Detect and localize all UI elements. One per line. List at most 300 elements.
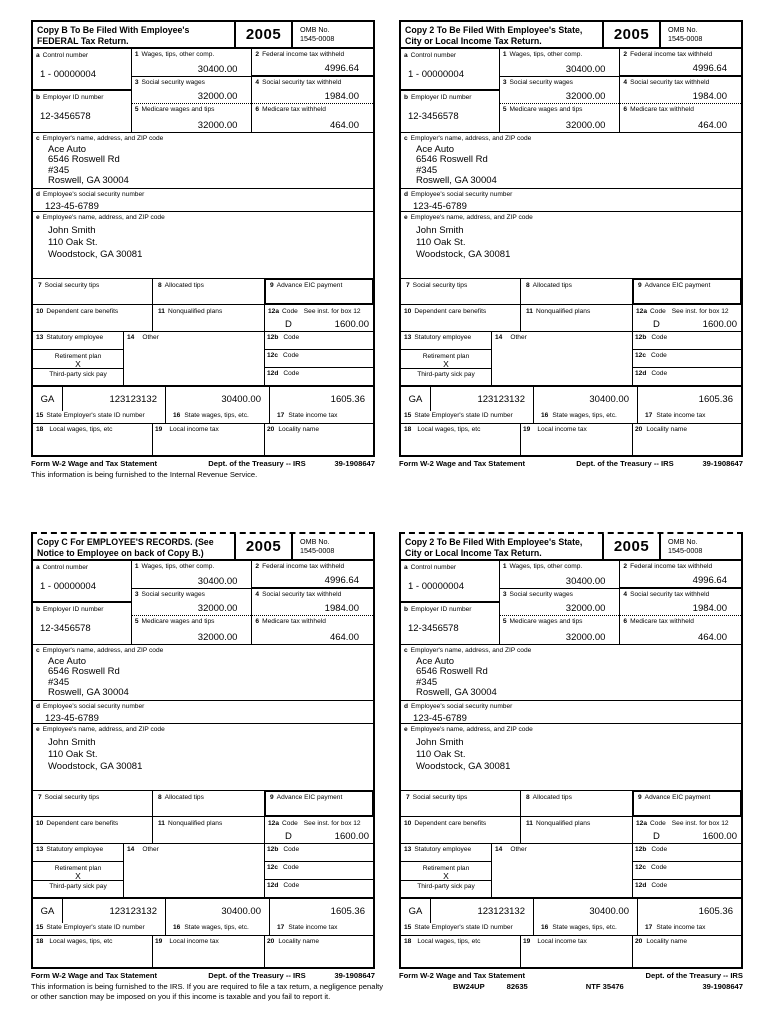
w2-form-border [399, 20, 743, 457]
copy-title-line2: FEDERAL Tax Return. [37, 35, 129, 46]
box-13-checkboxes [401, 332, 492, 385]
omb-label: OMB No. [668, 537, 698, 546]
boxes-2-4-6-column [252, 49, 373, 132]
employee-street: 110 Oak St. [48, 748, 98, 760]
state-wages-value: 30400.00 [221, 906, 261, 917]
box-8-allocated-tips: 8 Allocated tips [521, 279, 633, 304]
print-code-2: 82635 [506, 982, 528, 991]
copy-title [33, 22, 235, 47]
box-19-local-tax: 19 Local income tax [153, 424, 265, 455]
employer-id-value: 12-3456578 [40, 622, 91, 634]
box-20-locality-name: 20 Locality name [635, 426, 688, 433]
box-12b: 12b Code [265, 844, 373, 862]
boxes-7-8-9-row [33, 791, 373, 817]
box-2-value: 4996.64 [692, 574, 727, 586]
box-1-value: 30400.00 [197, 575, 238, 587]
box-16-state-wages: 30400.00 16 State wages, tips, etc. [534, 899, 638, 935]
ssn-value: 123-45-6789 [45, 200, 99, 212]
box-e-employee-address: e Employee's name, address, and ZIP code John Smith 110 Oak St. Woodstock, GA 30081 [33, 724, 373, 791]
box-15-state-id: GA 123123132 15 State Employer's state ID number [401, 387, 534, 423]
box-c-employer-address: c Employer's name, address, and ZIP code Ace Auto 6546 Roswell Rd #345 Roswell, GA 30004 [33, 133, 373, 189]
copy-2-top-slot [399, 20, 743, 468]
box-1-value: 30400.00 [565, 63, 606, 75]
box-16-state-wages: 30400.00 16 State wages, tips, etc. [166, 899, 270, 935]
print-code-1: BW24UP [453, 982, 485, 991]
retirement-plan-cell [33, 862, 123, 881]
control-employer-column [33, 561, 132, 644]
copy-title-line2: Notice to Employee on back of Copy B.) [37, 547, 204, 558]
box-2-value: 4996.64 [324, 574, 359, 586]
box-12a-code: D [653, 831, 660, 842]
form-header [401, 22, 741, 49]
w2-form-border [31, 20, 375, 457]
box-d-ssn: d Employee's social security number 123-45-6789 [401, 701, 741, 724]
omb-label: OMB No. [300, 537, 330, 546]
box-3-ss-wages: 3 Social security wages 32000.00 [132, 77, 252, 105]
box-6-medicare-tax: 6 Medicare tax withheld 464.00 [623, 618, 727, 644]
box-12c: 12c Code [265, 350, 373, 368]
form-name: Form W-2 Wage and Tax Statement [399, 459, 526, 468]
print-code-4: 39-1908647 [702, 982, 743, 991]
box-10-dependent-care: 10 Dependent care benefits [401, 817, 521, 843]
box-19-local-tax: 19 Local income tax [153, 936, 265, 967]
box-b-employer-id [401, 91, 499, 132]
copy-2-bottom-slot [399, 532, 743, 991]
omb-label: OMB No. [668, 25, 698, 34]
form-footer [399, 971, 743, 980]
catalog-number: 39-1908647 [334, 459, 375, 468]
box-5-medicare-wages: 5 Medicare wages and tips 32000.00 [134, 106, 238, 131]
employer-suite: #345 [416, 676, 438, 688]
box-12a: 12a Code See inst. for box 12 D 1600.00 [636, 308, 737, 330]
box-5-value: 32000.00 [565, 120, 606, 131]
box-5-value: 32000.00 [197, 120, 238, 131]
box-6-medicare-tax: 6 Medicare tax withheld 464.00 [623, 106, 727, 132]
box-19-local-tax: 19 Local income tax [521, 424, 633, 455]
employee-city-state-zip: Woodstock, GA 30081 [48, 760, 143, 772]
boxes-18-19-20-row [33, 936, 373, 967]
box-5-medicare-wages: 5 Medicare wages and tips 32000.00 [134, 618, 238, 643]
box-a-letter: a [36, 564, 40, 571]
tax-year: 2005 [603, 534, 661, 559]
box-3-value: 32000.00 [565, 91, 606, 103]
box-10-dependent-care: 10 Dependent care benefits [33, 305, 153, 331]
boxes-2-4-6-column [620, 561, 741, 644]
employer-city-state-zip: Roswell, GA 30004 [416, 175, 497, 186]
box-12a: 12a Code See inst. for box 12 D 1600.00 [268, 820, 369, 842]
box-5-value: 32000.00 [197, 632, 238, 643]
employee-name: John Smith [48, 736, 96, 748]
box-b-label: b Employer ID number [36, 606, 104, 613]
box-9-advance-eic: 9 Advance EIC payment [633, 791, 741, 816]
treasury-dept-label [567, 971, 646, 980]
form-name: Form W-2 Wage and Tax Statement [31, 459, 158, 468]
box-b-label: b Employer ID number [404, 94, 472, 101]
employer-street: 6546 Roswell Rd [416, 154, 488, 165]
state-id-value: 123123132 [109, 394, 157, 405]
retirement-plan-label: Retirement plan [54, 353, 102, 360]
state-tax-value: 1605.36 [698, 394, 733, 405]
w2-form [31, 532, 384, 1002]
control-employer-column [33, 49, 132, 132]
box-a-control-number [33, 561, 131, 603]
box-a-label: a Control number [36, 52, 89, 59]
boxes-18-19-20-row [33, 424, 373, 455]
control-number-value: 1 - 00000004 [40, 68, 96, 80]
box-3-ss-wages: 3 Social security wages 32000.00 [500, 589, 620, 617]
box-17-state-tax: 1605.36 17 State income tax [270, 387, 373, 423]
control-employer-column [401, 49, 500, 132]
box-d-ssn: d Employee's social security number 123-45-6789 [33, 701, 373, 724]
print-codes-line [399, 982, 743, 991]
employer-street: 6546 Roswell Rd [48, 666, 120, 677]
box-9-advance-eic: 9 Advance EIC payment [633, 279, 741, 304]
box-b-label: b Employer ID number [404, 606, 472, 613]
box-12a-value: 1600.00 [334, 319, 369, 330]
box-6-value: 464.00 [697, 120, 727, 132]
employee-city-state-zip: Woodstock, GA 30081 [416, 760, 511, 772]
box-a-letter: a [36, 52, 40, 59]
employee-city-state-zip: Woodstock, GA 30081 [416, 248, 511, 260]
employee-city-state-zip: Woodstock, GA 30081 [48, 248, 143, 260]
employee-name: John Smith [416, 736, 464, 748]
box-19-local-tax: 19 Local income tax [521, 936, 633, 967]
box-b-letter: b [36, 606, 41, 613]
box-18-local-wages: 18 Local wages, tips, etc [33, 936, 153, 967]
box-c-employer-address: c Employer's name, address, and ZIP code Ace Auto 6546 Roswell Rd #345 Roswell, GA 30004 [33, 645, 373, 701]
box-3-ss-wages: 3 Social security wages 32000.00 [500, 77, 620, 105]
state-abbreviation: GA [401, 387, 431, 411]
boxes-2-4-6-column [620, 49, 741, 132]
employer-city-state-zip: Roswell, GA 30004 [48, 175, 129, 186]
box-12a-code: D [285, 319, 292, 330]
form-footer [399, 459, 743, 468]
omb-number [293, 534, 373, 559]
statutory-employee-cell: 13 Statutory employee [401, 844, 491, 862]
box-8-allocated-tips: 8 Allocated tips [521, 791, 633, 816]
control-number-value: 1 - 00000004 [40, 580, 96, 592]
employer-name: Ace Auto [416, 143, 455, 155]
form-header [33, 534, 373, 561]
boxes-1-3-5-column [500, 561, 621, 644]
boxes-12bcd-column [633, 332, 741, 385]
box-20-locality-name: 20 Locality name [635, 938, 688, 945]
copy-c-slot [31, 532, 384, 1002]
box-a-control-number [401, 49, 499, 91]
box-3-ss-wages: 3 Social security wages 32000.00 [132, 589, 252, 617]
copy-title [33, 534, 235, 559]
retirement-plan-label: Retirement plan [54, 865, 102, 872]
box-1-wages: 1 Wages, tips, other comp. 30400.00 [500, 561, 620, 589]
treasury-dept-label: Dept. of the Treasury -- IRS [208, 971, 306, 980]
wage-boxes-grid [33, 49, 373, 133]
boxes-15-16-17-row [33, 899, 373, 936]
boxes-15-16-17-row [401, 387, 741, 424]
box-1-wages: 1 Wages, tips, other comp. 30400.00 [500, 49, 620, 77]
retirement-plan-checkmark: X [75, 871, 81, 881]
box-12d: 12d Code [635, 882, 668, 889]
box-d-ssn: d Employee's social security number 123-45-6789 [401, 189, 741, 212]
w2-form-border [31, 532, 375, 969]
catalog-number: 39-1908647 [702, 459, 743, 468]
w2-form [399, 532, 743, 991]
box-12a-note: See inst. for box 12 [671, 820, 729, 827]
box-16-state-wages: 30400.00 16 State wages, tips, etc. [534, 387, 638, 423]
box-3-value: 32000.00 [197, 603, 238, 615]
box-12b: 12b Code [633, 332, 741, 350]
form-header [33, 22, 373, 49]
box-1-value: 30400.00 [565, 575, 606, 587]
retirement-plan-cell [33, 350, 123, 369]
boxes-13-14-12bcd-row [401, 332, 741, 387]
state-id-value: 123123132 [109, 906, 157, 917]
control-number-value: 1 - 00000004 [408, 580, 464, 592]
box-12d: 12d Code [635, 370, 668, 377]
box-b-employer-id [401, 603, 499, 644]
catalog-number: 39-1908647 [334, 971, 375, 980]
boxes-18-19-20-row [401, 424, 741, 455]
box-a-label: a Control number [36, 564, 89, 571]
omb-number [293, 22, 373, 47]
control-employer-column [401, 561, 500, 644]
box-10-dependent-care: 10 Dependent care benefits [401, 305, 521, 331]
box-b-employer-id [33, 91, 131, 132]
state-wages-value: 30400.00 [589, 906, 629, 917]
employee-street: 110 Oak St. [48, 236, 98, 248]
box-2-federal-tax: 2 Federal income tax withheld 4996.64 [620, 49, 741, 77]
omb-value: 1545-0008 [668, 545, 703, 555]
omb-label: OMB No. [300, 25, 330, 34]
tax-year: 2005 [603, 22, 661, 47]
box-d-ssn: d Employee's social security number 123-45-6789 [33, 189, 373, 212]
boxes-12bcd-column [265, 332, 373, 385]
box-20-locality-name: 20 Locality name [267, 938, 320, 945]
treasury-dept-label: Dept. of the Treasury -- IRS [208, 459, 306, 468]
tax-year: 2005 [235, 22, 293, 47]
box-4-ss-tax: 4 Social security tax withheld 1984.00 [252, 77, 373, 105]
box-4-ss-tax: 4 Social security tax withheld 1984.00 [252, 589, 373, 617]
third-party-sick-pay-cell: Third-party sick pay [417, 371, 475, 378]
box-e-employee-address: e Employee's name, address, and ZIP code John Smith 110 Oak St. Woodstock, GA 30081 [33, 212, 373, 279]
employer-id-value: 12-3456578 [408, 622, 459, 634]
box-9-advance-eic: 9 Advance EIC payment [265, 279, 373, 304]
form-footer [31, 971, 375, 980]
employer-id-value: 12-3456578 [40, 110, 91, 122]
employer-name: Ace Auto [416, 655, 455, 667]
boxes-1-3-5-column [500, 49, 621, 132]
third-party-sick-pay-cell: Third-party sick pay [49, 883, 107, 890]
box-5-medicare-wages: 5 Medicare wages and tips 32000.00 [502, 106, 606, 131]
box-17-state-tax: 1605.36 17 State income tax [270, 899, 373, 935]
box-12c: 12c Code [633, 862, 741, 880]
tax-year: 2005 [235, 534, 293, 559]
state-wages-value: 30400.00 [589, 394, 629, 405]
box-14-other: 14 Other [124, 844, 265, 897]
retirement-plan-checkmark: X [443, 359, 449, 369]
box-14-other: 14 Other [492, 332, 633, 385]
omb-number [661, 534, 741, 559]
box-12b: 12b Code [265, 332, 373, 350]
state-id-value: 123123132 [477, 906, 525, 917]
third-party-sick-pay-cell: Third-party sick pay [417, 883, 475, 890]
employee-street: 110 Oak St. [416, 236, 466, 248]
box-b-letter: b [36, 94, 41, 101]
box-a-control-number [33, 49, 131, 91]
employee-name: John Smith [48, 224, 96, 236]
retirement-plan-checkmark: X [75, 359, 81, 369]
wage-boxes-grid [33, 561, 373, 645]
box-8-allocated-tips: 8 Allocated tips [153, 279, 265, 304]
box-13-checkboxes [401, 844, 492, 897]
box-12c: 12c Code [633, 350, 741, 368]
boxes-10-11-12a-row [401, 305, 741, 332]
copy-title-line2: City or Local Income Tax Return. [405, 547, 542, 558]
boxes-10-11-12a-row [33, 305, 373, 332]
box-1-wages: 1 Wages, tips, other comp. 30400.00 [132, 49, 252, 77]
box-b-letter: b [404, 606, 409, 613]
box-18-local-wages: 18 Local wages, tips, etc [401, 936, 521, 967]
copy-title-line2: City or Local Income Tax Return. [405, 35, 542, 46]
print-code-3: NTF 35476 [585, 982, 624, 991]
statutory-employee-cell: 13 Statutory employee [33, 844, 123, 862]
retirement-plan-label: Retirement plan [422, 353, 470, 360]
employee-street: 110 Oak St. [416, 748, 466, 760]
box-13-checkboxes [33, 844, 124, 897]
box-10-dependent-care: 10 Dependent care benefits [33, 817, 153, 843]
box-12a-value: 1600.00 [702, 831, 737, 842]
box-12a-note: See inst. for box 12 [303, 820, 361, 827]
box-2-value: 4996.64 [324, 62, 359, 74]
box-14-other: 14 Other [124, 332, 265, 385]
box-12d: 12d Code [267, 370, 300, 377]
box-11-nonqualified-plans: 11 Nonqualified plans [153, 817, 265, 843]
employer-suite: #345 [416, 164, 438, 176]
box-c-employer-address: c Employer's name, address, and ZIP code Ace Auto 6546 Roswell Rd #345 Roswell, GA 30004 [401, 133, 741, 189]
box-12a-code: D [285, 831, 292, 842]
retirement-plan-cell [401, 862, 491, 881]
box-7-ss-tips: 7 Social security tips [33, 791, 153, 816]
box-4-value: 1984.00 [692, 91, 727, 103]
box-c-employer-address: c Employer's name, address, and ZIP code Ace Auto 6546 Roswell Rd #345 Roswell, GA 30004 [401, 645, 741, 701]
box-18-local-wages: 18 Local wages, tips, etc [33, 424, 153, 455]
box-16-state-wages: 30400.00 16 State wages, tips, etc. [166, 387, 270, 423]
box-8-allocated-tips: 8 Allocated tips [153, 791, 265, 816]
box-12b: 12b Code [633, 844, 741, 862]
box-12a-code: D [653, 319, 660, 330]
box-4-value: 1984.00 [324, 603, 359, 615]
omb-number [661, 22, 741, 47]
employer-id-value: 12-3456578 [408, 110, 459, 122]
box-b-label: b Employer ID number [36, 94, 104, 101]
box-e-employee-address: e Employee's name, address, and ZIP code John Smith 110 Oak St. Woodstock, GA 30081 [401, 212, 741, 279]
wage-boxes-grid [401, 49, 741, 133]
box-15-state-id: GA 123123132 15 State Employer's state ID number [33, 387, 166, 423]
boxes-12bcd-column [265, 844, 373, 897]
wage-boxes-grid [401, 561, 741, 645]
w2-form-border [399, 532, 743, 969]
state-abbreviation: GA [33, 899, 63, 923]
form-footer [31, 459, 375, 468]
box-4-ss-tax: 4 Social security tax withheld 1984.00 [620, 77, 741, 105]
box-18-local-wages: 18 Local wages, tips, etc [401, 424, 521, 455]
catalog-number: Dept. of the Treasury -- IRS [645, 971, 743, 980]
state-tax-value: 1605.36 [330, 906, 365, 917]
furnishing-note: This information is being furnished to the Internal Revenue Service. [31, 470, 258, 479]
omb-value: 1545-0008 [300, 545, 335, 555]
w2-form [31, 20, 375, 480]
box-11-nonqualified-plans: 11 Nonqualified plans [153, 305, 265, 331]
box-a-label: a Control number [404, 564, 457, 571]
employer-name: Ace Auto [48, 655, 87, 667]
box-4-ss-tax: 4 Social security tax withheld 1984.00 [620, 589, 741, 617]
box-12a-note: See inst. for box 12 [671, 308, 729, 315]
box-15-state-id: GA 123123132 15 State Employer's state ID number [33, 899, 166, 935]
box-6-value: 464.00 [329, 632, 359, 644]
copy-title-line1: Copy 2 To Be Filed With Employee's State, [405, 537, 583, 547]
boxes-12bcd-column [633, 844, 741, 897]
box-12a-note: See inst. for box 12 [303, 308, 361, 315]
box-2-federal-tax: 2 Federal income tax withheld 4996.64 [252, 49, 373, 77]
third-party-sick-pay-cell: Third-party sick pay [49, 371, 107, 378]
box-17-state-tax: 1605.36 17 State income tax [638, 899, 741, 935]
boxes-15-16-17-row [401, 899, 741, 936]
treasury-dept-label: Dept. of the Treasury -- IRS [576, 459, 674, 468]
box-6-value: 464.00 [329, 120, 359, 132]
boxes-13-14-12bcd-row [401, 844, 741, 899]
box-6-value: 464.00 [697, 632, 727, 644]
omb-value: 1545-0008 [300, 33, 335, 43]
box-5-value: 32000.00 [565, 632, 606, 643]
box-2-federal-tax: 2 Federal income tax withheld 4996.64 [252, 561, 373, 589]
copy-title [401, 22, 603, 47]
box-20-locality-name: 20 Locality name [267, 426, 320, 433]
box-12a: 12a Code See inst. for box 12 D 1600.00 [268, 308, 369, 330]
copy-title [401, 534, 603, 559]
statutory-employee-cell: 13 Statutory employee [33, 332, 123, 350]
boxes-1-3-5-column [132, 49, 253, 132]
box-12a-value: 1600.00 [702, 319, 737, 330]
employer-street: 6546 Roswell Rd [416, 666, 488, 677]
box-12a: 12a Code See inst. for box 12 D 1600.00 [636, 820, 737, 842]
box-14-other: 14 Other [492, 844, 633, 897]
box-a-letter: a [404, 564, 408, 571]
box-15-state-id: GA 123123132 15 State Employer's state ID number [401, 899, 534, 935]
state-abbreviation: GA [401, 899, 431, 923]
retirement-plan-label: Retirement plan [422, 865, 470, 872]
box-3-value: 32000.00 [197, 91, 238, 103]
box-7-ss-tips: 7 Social security tips [401, 279, 521, 304]
box-a-letter: a [404, 52, 408, 59]
employer-name: Ace Auto [48, 143, 87, 155]
copy-title-line1: Copy B To Be Filed With Employee's [37, 25, 190, 35]
copy-title-line1: Copy 2 To Be Filed With Employee's State, [405, 25, 583, 35]
boxes-10-11-12a-row [33, 817, 373, 844]
retirement-plan-cell [401, 350, 491, 369]
ssn-value: 123-45-6789 [413, 712, 467, 724]
copy-title-line1: Copy C For EMPLOYEE'S RECORDS. (See [37, 537, 214, 547]
employer-city-state-zip: Roswell, GA 30004 [48, 687, 129, 698]
box-2-value: 4996.64 [692, 62, 727, 74]
employer-suite: #345 [48, 676, 70, 688]
statutory-employee-cell: 13 Statutory employee [401, 332, 491, 350]
boxes-2-4-6-column [252, 561, 373, 644]
ssn-value: 123-45-6789 [413, 200, 467, 212]
w2-form [399, 20, 743, 468]
box-1-value: 30400.00 [197, 63, 238, 75]
employer-street: 6546 Roswell Rd [48, 154, 120, 165]
box-12a-value: 1600.00 [334, 831, 369, 842]
form-header [401, 534, 741, 561]
